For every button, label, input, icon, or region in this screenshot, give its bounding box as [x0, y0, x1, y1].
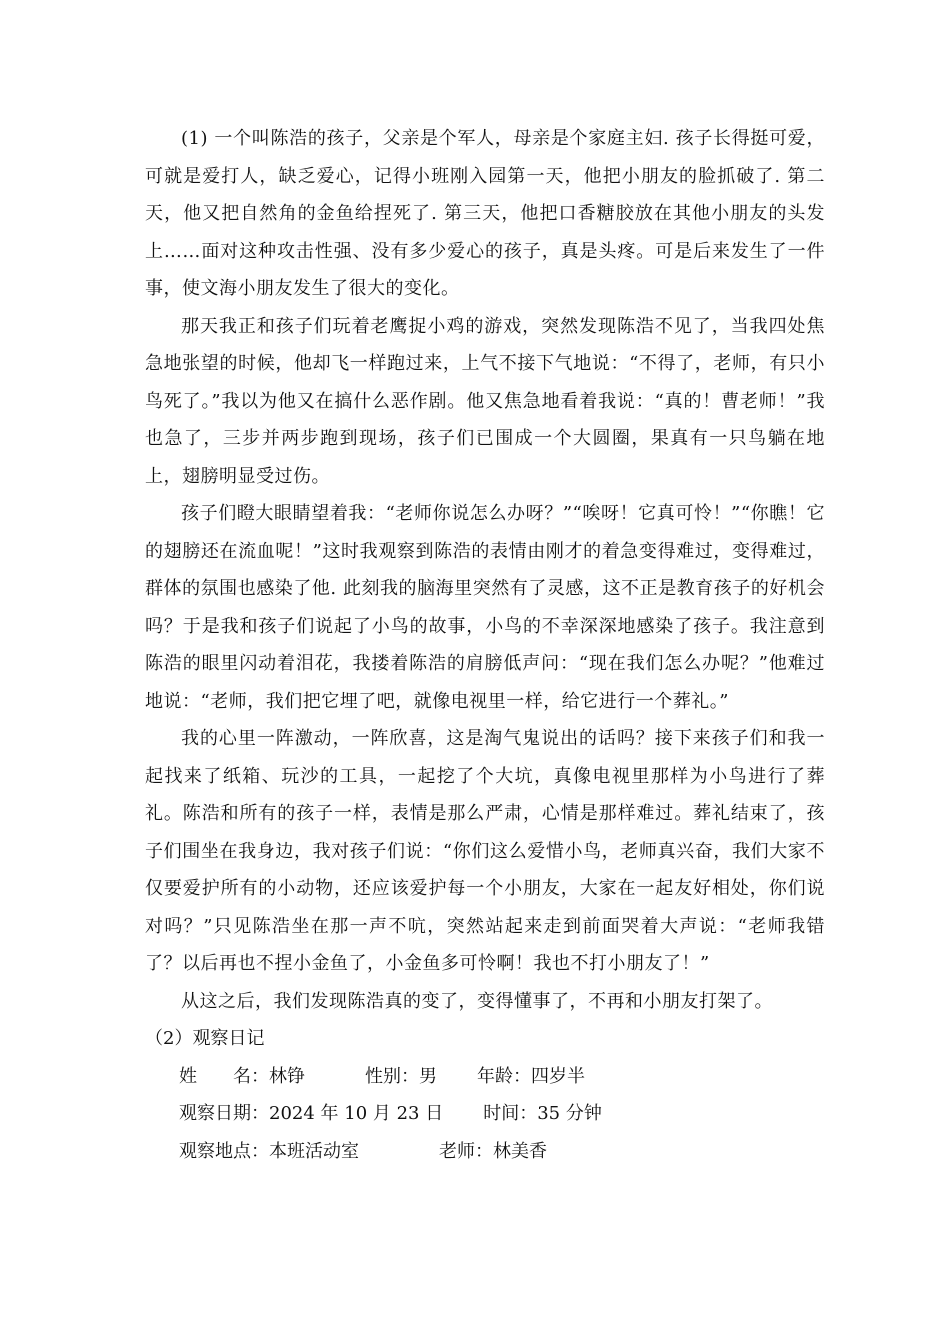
gender-label: 性别：: [365, 1065, 419, 1087]
diary-info-row-3: [179, 1133, 825, 1171]
diary-info-row-1: [179, 1058, 825, 1096]
diary-info-row-2: [179, 1095, 825, 1133]
time-value: 35 分钟: [537, 1103, 602, 1124]
place-value: 本班活动室: [269, 1140, 359, 1162]
paragraph-bird-found: 那天我正和孩子们玩着老鹰捉小鸡的游戏，突然发现陈浩不见了，当我四处焦急地张望的时候，他却飞一样跑过来，上气不接下气地说：“不得了，老师，有只小鸟死了。”我以为他又在搞什么恶作剧。他又焦急地看着我说：“真的！曹老师！”我也急了，三步并两步跑到现场，孩子们已围成一个大圆圈，果真有一只鸟躺在地上，翅膀明显受过伤。: [145, 315, 825, 487]
time-label: 时间：: [483, 1103, 538, 1124]
age-value: 四岁半: [531, 1065, 585, 1087]
date-label: 观察日期：: [179, 1103, 269, 1124]
gender-value: 男: [419, 1065, 437, 1087]
place-label: 观察地点：: [179, 1140, 269, 1162]
paragraph-case-intro: (1) 一个叫陈浩的孩子，父亲是个军人，母亲是个家庭主妇. 孩子长得挺可爱，可就是爱打人，缺乏爱心，记得小班刚入园第一天，他把小朋友的脸抓破了. 第二天，他又把自然角的金鱼给捏死了. 第三天，他把口香糖胶放在其他小朋友的头发上……面对这种攻击性强、没有多少爱心的孩子，真是头疼。可是后来发生了一件事，使文海小朋友发生了很大的变化。: [145, 128, 825, 299]
age-label: 年龄：: [477, 1065, 531, 1087]
paragraph-children-react: 孩子们瞪大眼睛望着我：“老师你说怎么办呀？”“唉呀！它真可怜！”“你瞧！它的翅膀还在流血呢！”这时我观察到陈浩的表情由刚才的着急变得难过，变得难过，群体的氛围也感染了他. 此刻我的脑海里突然有了灵感，这不正是教育孩子的好机会吗？于是我和孩子们说起了小鸟的故事，小鸟的不幸深深地感染了孩子。我注意到陈浩的眼里闪动着泪花，我搂着陈浩的肩膀低声问：“现在我们怎么办呢？”他难过地说：“老师，我们把它埋了吧，就像电视里一样，给它进行一个葬礼。”: [145, 503, 825, 712]
teacher-value: 林美香: [493, 1140, 547, 1162]
name-value: 林铮: [269, 1065, 305, 1087]
paragraph-funeral: 我的心里一阵激动，一阵欣喜，这是淘气鬼说出的话吗？接下来孩子们和我一起找来了纸箱、玩沙的工具，一起挖了个大坑，真像电视里那样为小鸟进行了葬礼。陈浩和所有的孩子一样，表情是那么严肃，心情是那样难过。葬礼结束了，孩子们围坐在我身边，我对孩子们说：“你们这么爱惜小鸟，老师真兴奋，我们大家不仅要爱护所有的小动物，还应该爱护每一个小朋友，大家在一起友好相处，你们说对吗？”只见陈浩坐在那一声不吭，突然站起来走到前面哭着大声说：“老师我错了？以后再也不捏小金鱼了，小金鱼多可怜啊！我也不打小朋友了！”: [145, 728, 825, 974]
diary-heading: （2）观察日记: [145, 1028, 265, 1049]
date-value: 2024 年 10 月 23 日: [269, 1103, 444, 1124]
paragraph-conclusion: 从这之后，我们发现陈浩真的变了，变得懂事了，不再和小朋友打架了。: [181, 990, 773, 1012]
document-body: [145, 120, 825, 1170]
teacher-label: 老师：: [439, 1140, 493, 1162]
name-label: 姓 名：: [179, 1065, 269, 1087]
